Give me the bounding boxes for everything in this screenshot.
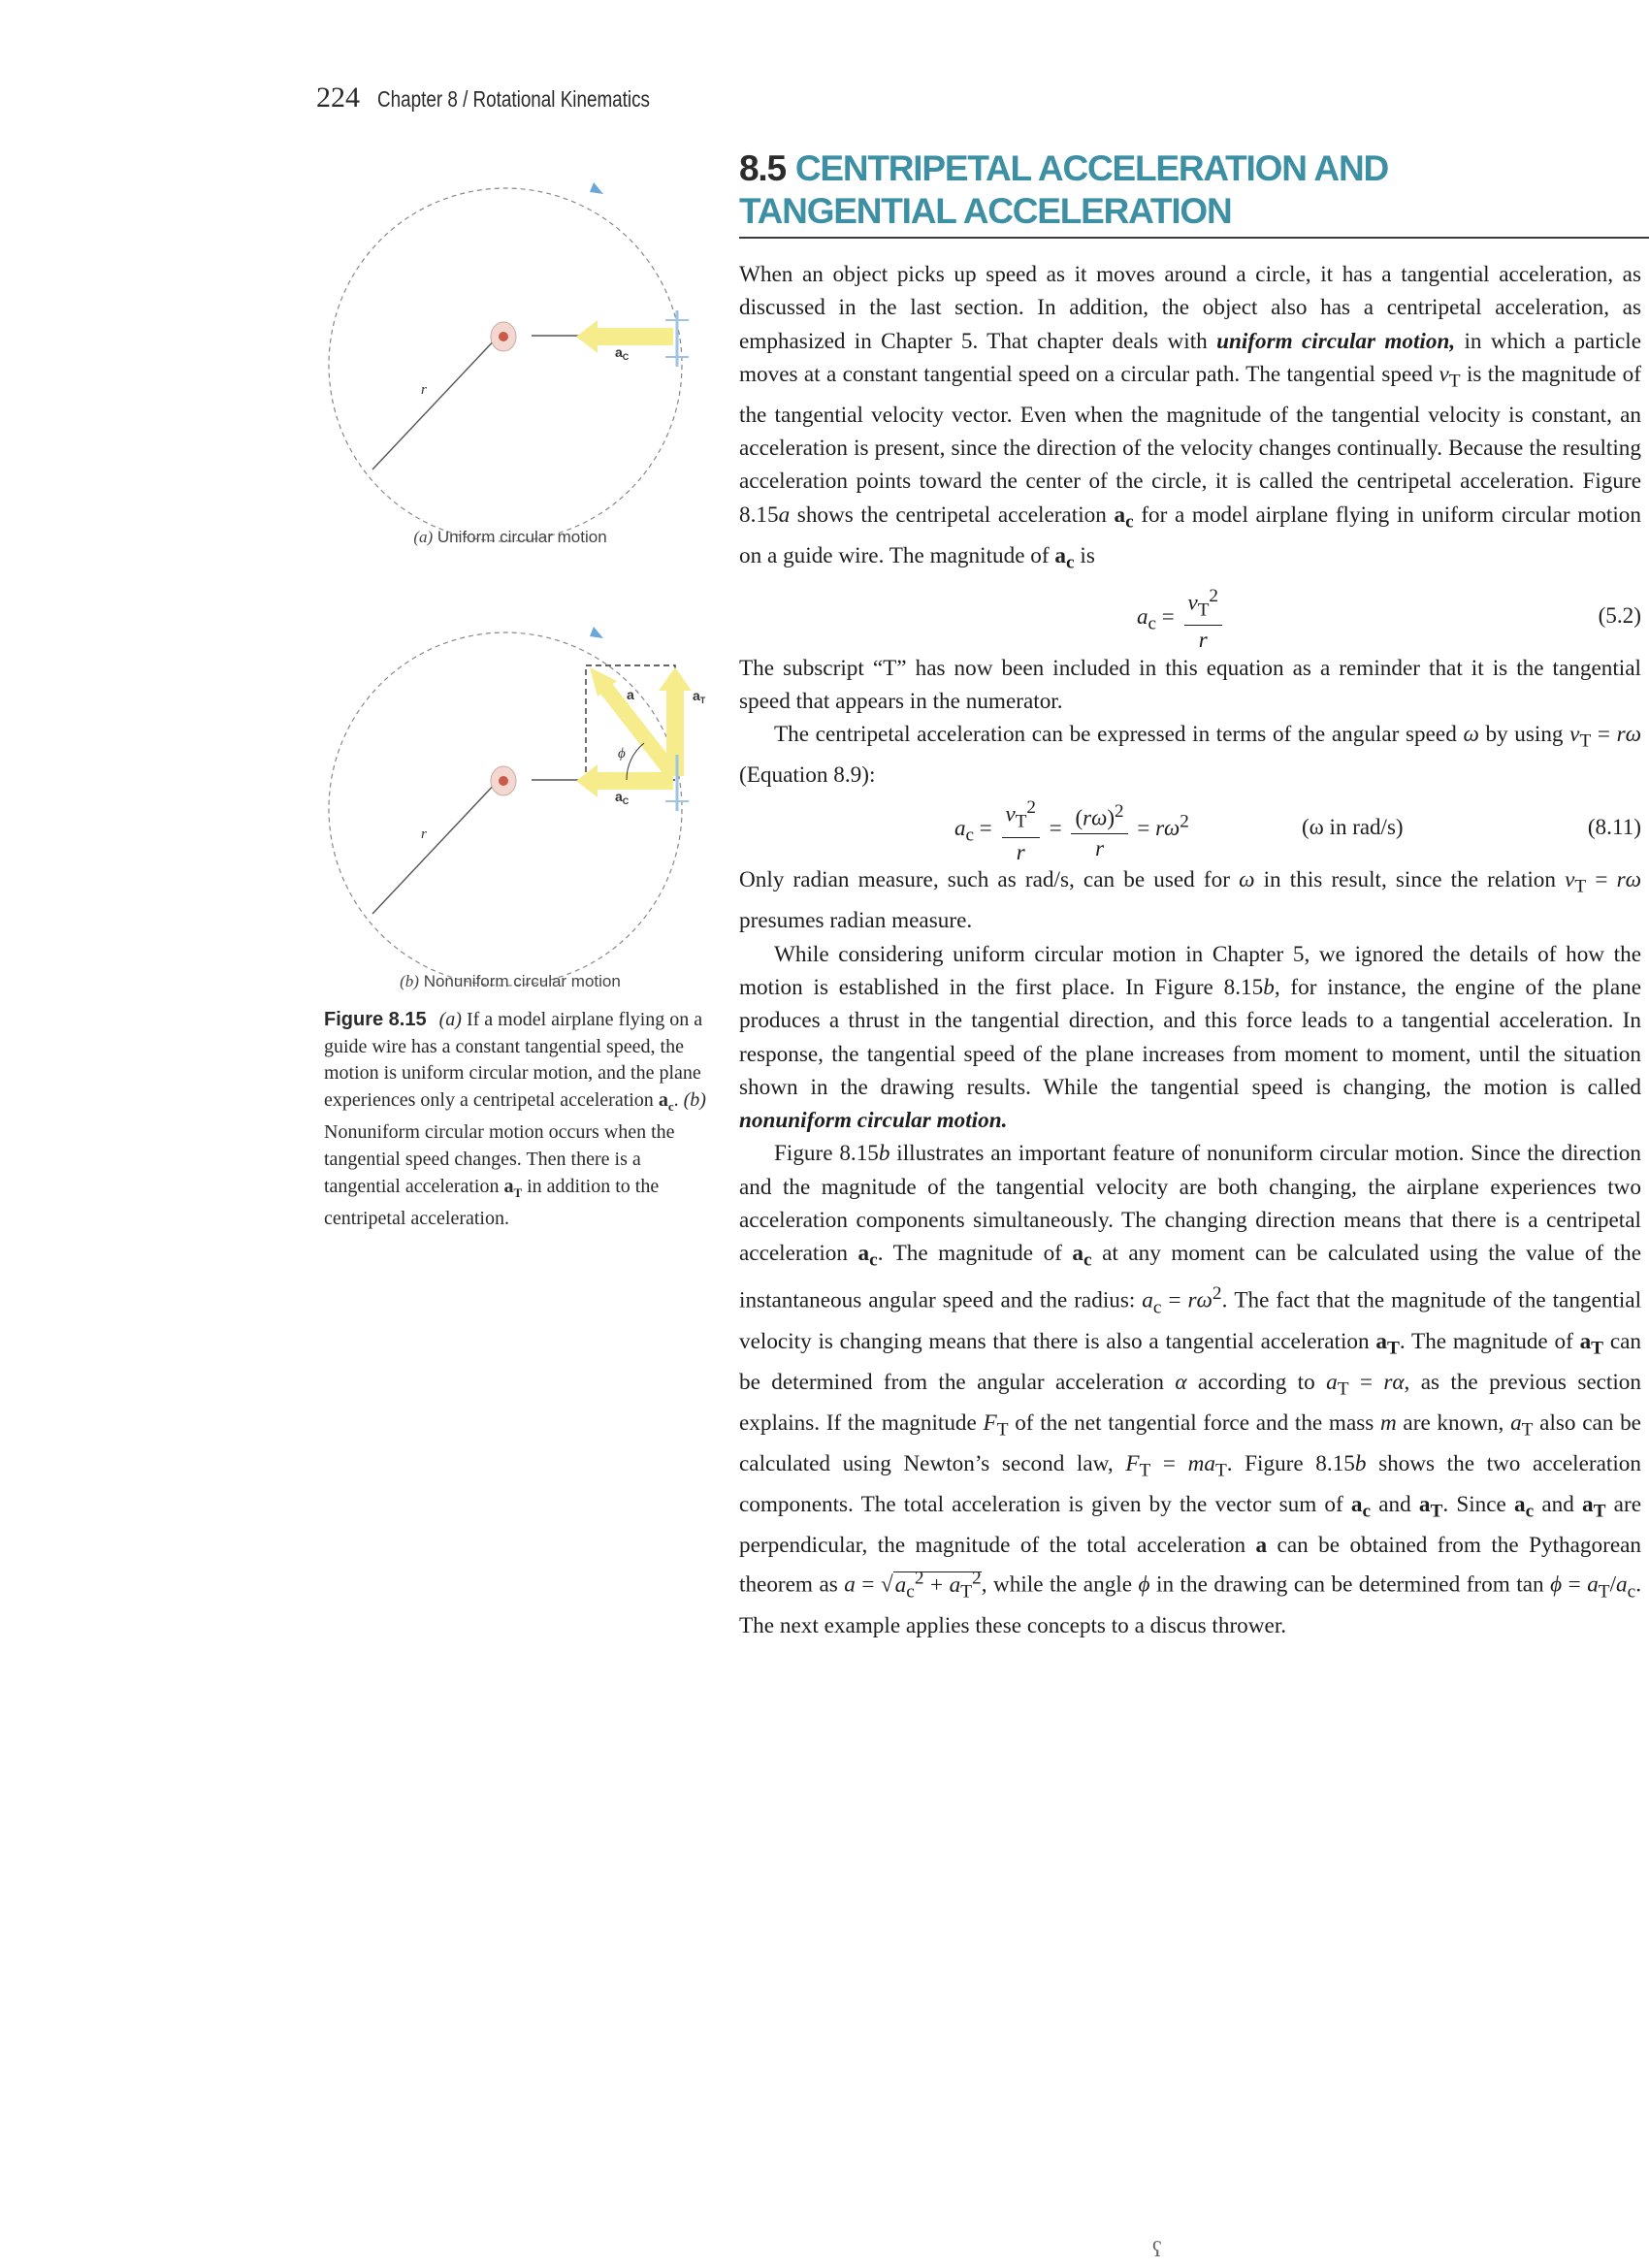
chapter-title: Chapter 8 / Rotational Kinematics [377,86,650,112]
equation-8-11: $a_c$ = $\frac{v_T^2}{r}$ = $\frac{(r\omega)^2}{r}$ = $r\omega^2$ (ω in rad/s) (8.11) [739,792,1641,863]
paragraph: The subscript “T” has now been included in this equation as a reminder that it is the tangential speed that appears in the numerator. [739,655,1641,714]
section-title-line1: CENTRIPETAL ACCELERATION AND [794,148,1388,188]
heading-rule [739,237,1649,239]
radius-label: r [421,382,427,398]
page-number: 224 [316,81,360,113]
circular-path [329,188,682,541]
ac-label: $a_C$ [615,344,630,362]
motion-arrow-icon [590,182,603,194]
airplane-icon [491,766,516,795]
equation-number: (5.2) [1598,602,1641,629]
equation-number: (8.11) [1587,815,1641,841]
phi-label: ϕ [618,746,626,761]
guide-wire [372,780,499,914]
figure-8-15a-diagram [307,146,714,563]
ac-arrow [576,320,673,353]
paragraph: While considering uniform circular motion in Chapter 5, we ignored the details of how the motion is established in the first place. In Figure 8.15b, for instance, the engine of the plane produces a thrust in the tangential direction, and this force leads to a tangential acceleration. In response, the tangential speed of the plane increases from moment to moment, until the situation shown in the drawing results. While the tangential speed is changing, the motion is called nonuniform circular motion. [739,941,1641,1134]
radius-label: r [421,826,427,842]
equation-note: (ω in rad/s) [1302,815,1404,840]
body-text [739,258,1641,1642]
equation-5-2: $a_c$ = $\frac{v_T^2}{r}$ (5.2) [739,580,1641,652]
section-heading [739,147,1649,239]
airplane-icon [491,322,516,351]
circular-path [329,632,682,986]
ac-label: $a_C$ [615,789,630,806]
paragraph: Figure 8.15b illustrates an important feature of nonuniform circular motion. Since the direction and the magnitude of the tangential velocity are both changing, the airplane experiences two acceleration components simultaneously. The changing direction means that there is a centripetal acceleration $a_c$. The magnitude of $a_c$ at any moment can be calculated using the value of the instantaneous angular speed and the radius: $a_c = r\omega^2$. The fact that the magnitude of the tangential velocity is changing means that there is also a tangential acceleration $a_T$. The magnitude of $a_T$ can be determined from the angular acceleration α according to $a_T = r\alpha$, as the previous section explains. If the magnitude $F_T$ of the net tangential force and the mass m are known, $a_T$ also can be calculated using Newton’s second law, $F_T = ma_T$. Figure 8.15b shows the two acceleration components. The total acceleration is given by the vector sum of $a_c$ and $a_T$. Since $a_c$ and $a_T$ are perpendicular, the magnitude of the total acceleration a can be obtained from the Pythagorean theorem as $a = √a_c^2 + a_T^2$, while the angle ϕ in the drawing can be determined from $\tan \phi = a_T/a_c$. The next example applies these concepts to a discus thrower. [739,1141,1642,1638]
panel-a-caption: (a) Uniform circular motion [413,528,607,546]
paragraph: When an object picks up speed as it moves around a circle, it has a tangential acceleration, as discussed in the last section. In addition, the object also has a centripetal acceleration, as emphasized in Chapter 5. That chapter deals with uniform circular motion, in which a particle moves at a constant tangential speed on a circular path. The tangential speed $v_T$ is the magnitude of the tangential velocity vector. Even when the magnitude of the tangential velocity is constant, an acceleration is present, since the direction of the velocity changes continually. Because the resulting acceleration points toward the center of the circle, it is called the centripetal acceleration. Figure 8.15a shows the centripetal acceleration $a_c$ for a model airplane flying in uniform circular motion on a guide wire. The magnitude of $a_c$ is [739,262,1641,573]
aT-label: $a_T$ [693,688,706,705]
section-number: 8.5 [739,148,786,188]
guide-wire [372,336,499,470]
a-label: a [627,687,634,702]
paragraph: The centripetal acceleration can be expressed in terms of the angular speed ω by using $v_T = r\omega$ (Equation 8.9): [739,722,1642,789]
section-title [739,147,1649,233]
figure-caption: Figure 8.15 (a) If a model airplane flying on a guide wire has a constant tangential speed, the motion is uniform circular motion, and the plane experiences only a centripetal acceleration $a_c$. (b) Nonuniform circular motion occurs when the tangential speed changes. Then there is a tangential acceleration $a_T$ in addition to the centripetal acceleration. [324,1009,706,1230]
ac-arrow [576,764,673,797]
page-mark: ʕ [1152,2237,1162,2261]
figure-8-15b-diagram [307,590,714,1007]
figure-label: Figure 8.15 [324,1009,427,1030]
section-title-line2: TANGENTIAL ACCELERATION [739,191,1232,231]
motion-arrow-icon [590,627,603,638]
running-head [316,81,710,114]
panel-b-caption: (b) Nonuniform circular motion [400,972,621,990]
paragraph: Only radian measure, such as rad/s, can be used for ω in this result, since the relation $v_T = r\omega$ presumes radian measure. [739,867,1642,934]
